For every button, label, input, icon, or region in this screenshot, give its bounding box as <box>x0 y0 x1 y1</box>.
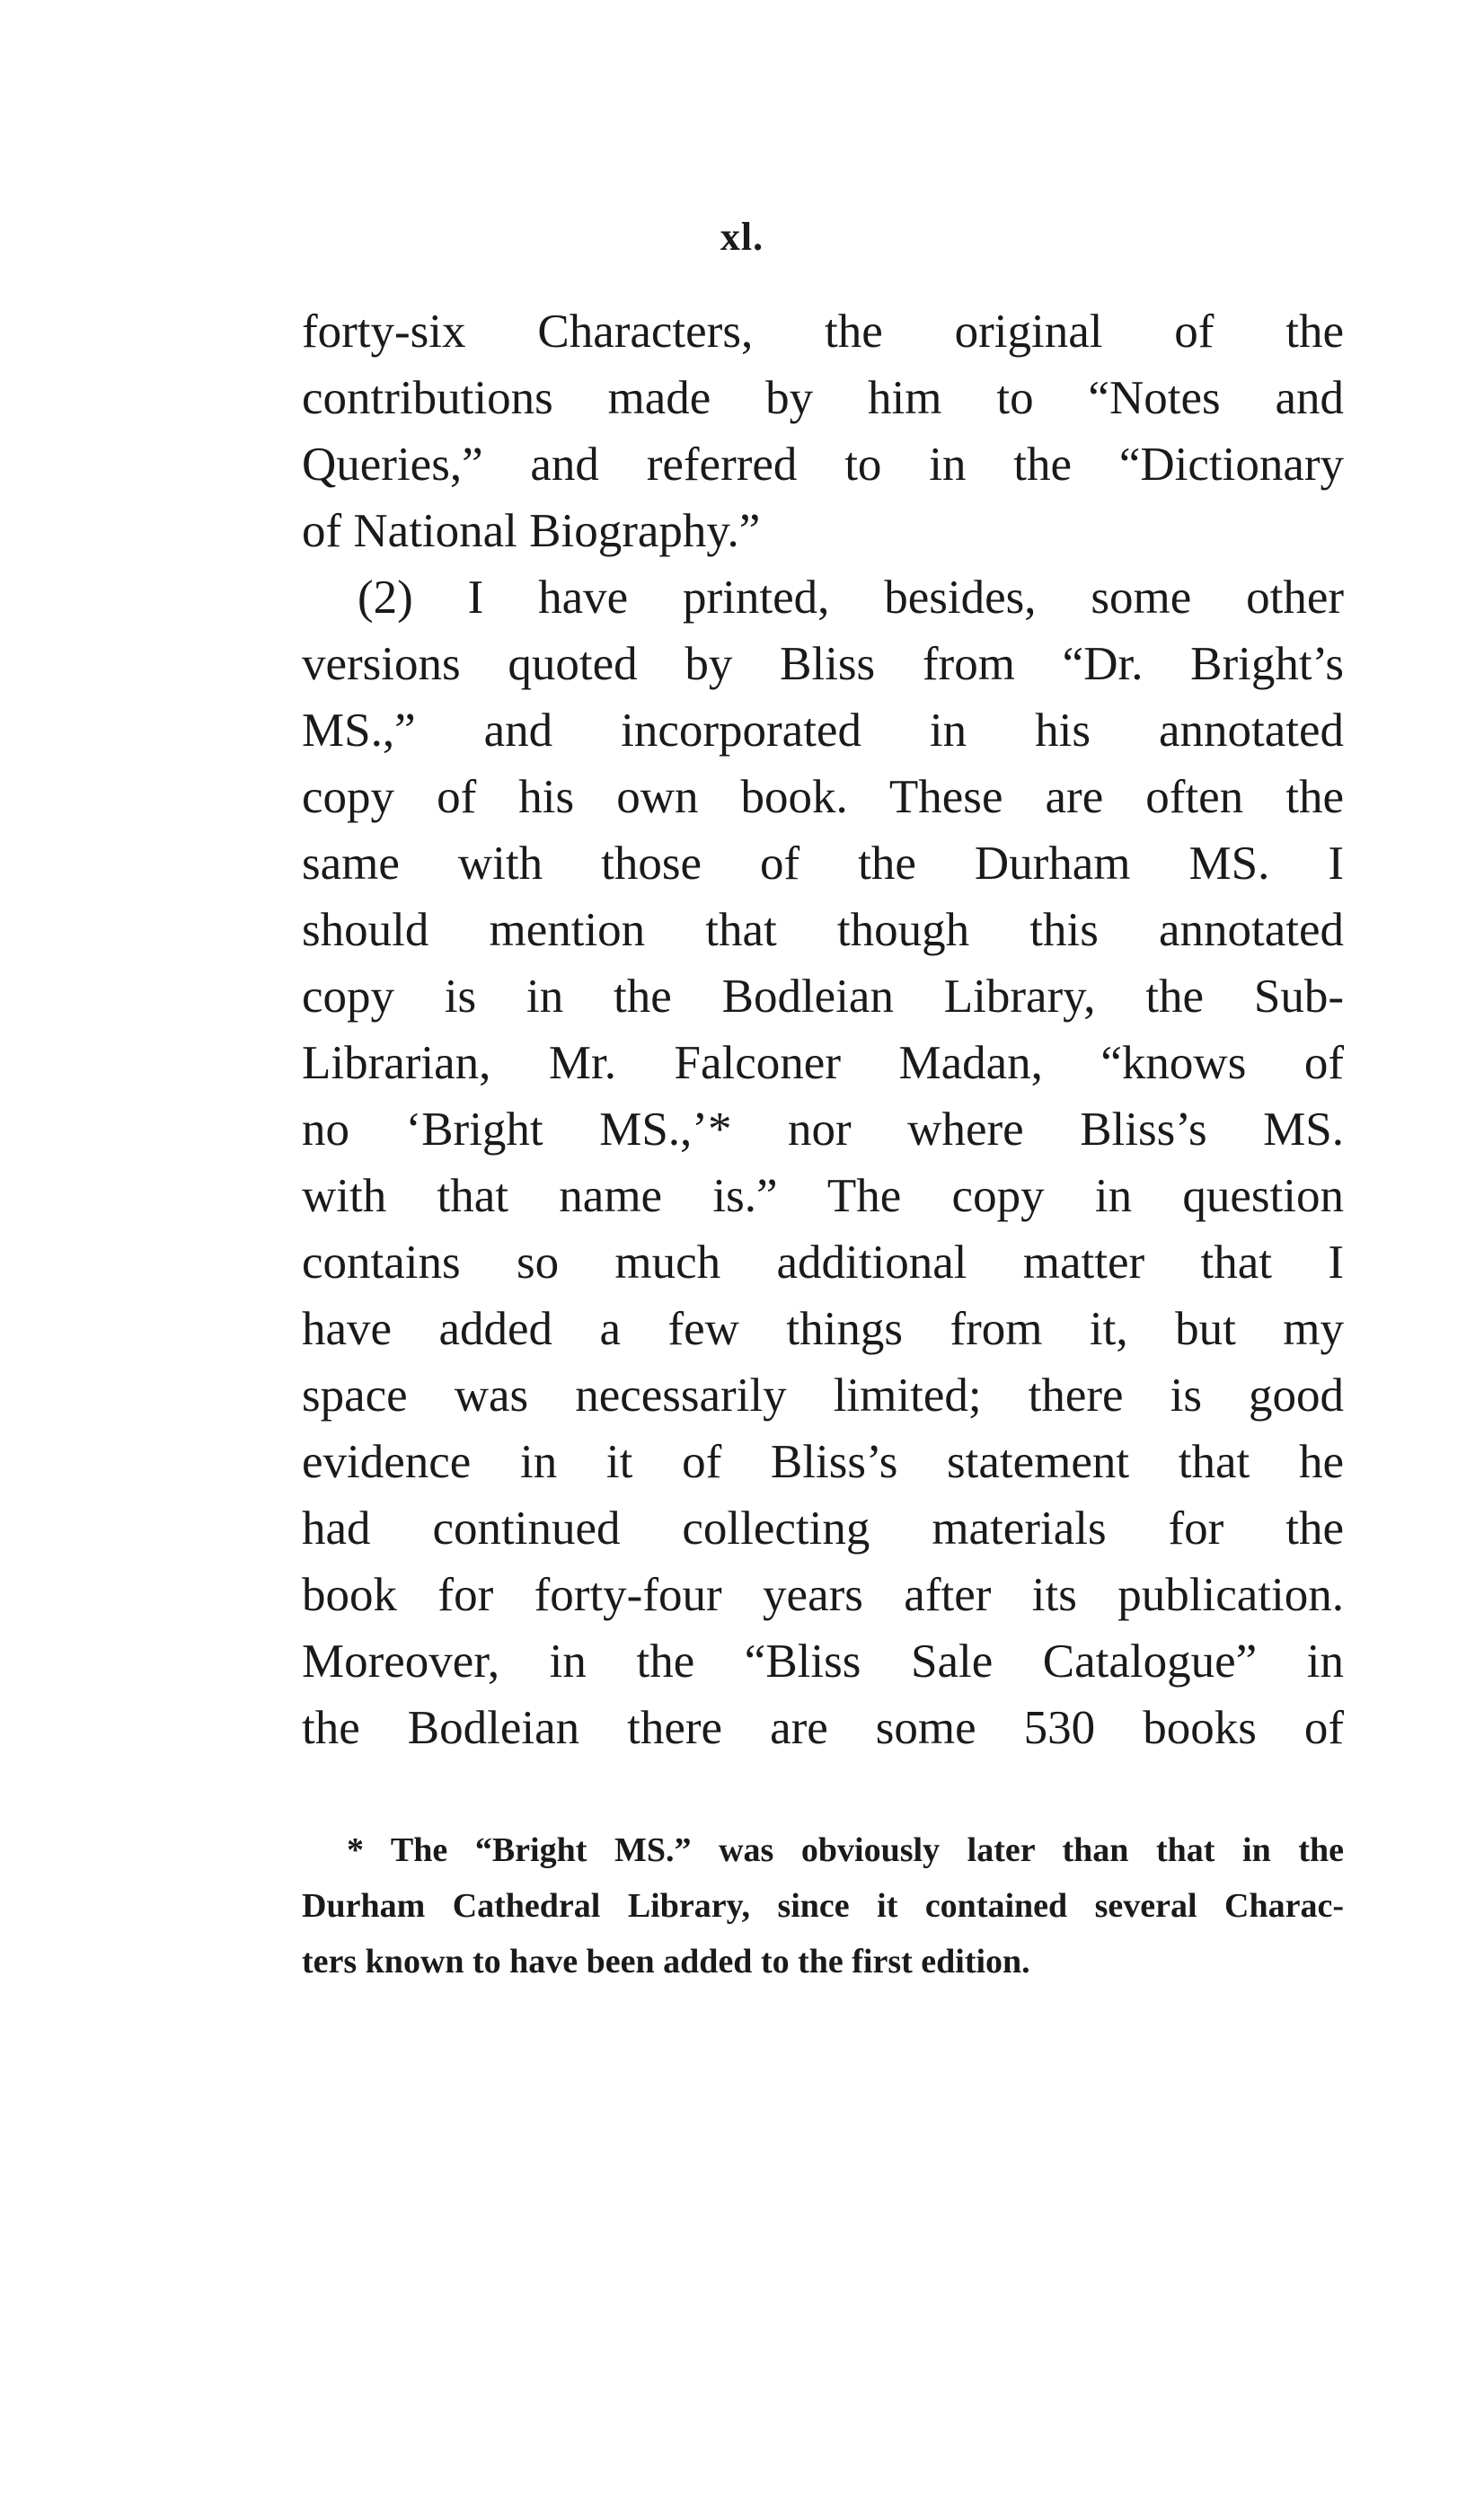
body-text <box>302 298 1344 1761</box>
body-line: no ‘Bright MS.,’* nor where Bliss’s MS. <box>302 1103 1344 1156</box>
body-line: contains so much additional matter that I <box>302 1236 1344 1289</box>
footnote-line: * The “Bright MS.” was obviously later than that in the <box>347 1831 1344 1869</box>
body-line: should mention that though this annotated <box>302 904 1344 956</box>
page-number: xl. <box>720 215 764 259</box>
body-line: (2) I have printed, besides, some other <box>358 572 1344 624</box>
footnote-line: ters known to have been added to the first edition. <box>302 1943 1030 1981</box>
body-line: had continued collecting materials for the <box>302 1502 1344 1555</box>
body-line: copy of his own book. These are often the <box>302 771 1344 823</box>
body-line: MS.,” and incorporated in his annotated <box>302 705 1344 757</box>
body-line: space was necessarily limited; there is good <box>302 1369 1344 1422</box>
footnote-line: Durham Cathedral Library, since it contained several Charac- <box>302 1887 1344 1925</box>
body-line: evidence in it of Bliss’s statement that he <box>302 1436 1344 1488</box>
body-line: Librarian, Mr. Falconer Madan, “knows of <box>302 1037 1344 1089</box>
body-line: of National Biography.” <box>302 505 761 557</box>
body-line: book for forty-four years after its publication. <box>302 1569 1344 1621</box>
body-line: the Bodleian there are some 530 books of <box>302 1702 1344 1754</box>
body-line: copy is in the Bodleian Library, the Sub- <box>302 970 1344 1023</box>
body-line: same with those of the Durham MS. I <box>302 837 1344 890</box>
body-line: contributions made by him to “Notes and <box>302 372 1344 424</box>
footnote <box>302 1822 1344 1990</box>
body-line: versions quoted by Bliss from “Dr. Bright’s <box>302 638 1344 690</box>
body-line: forty-six Characters, the original of the <box>302 306 1344 358</box>
body-line: with that name is.” The copy in question <box>302 1170 1344 1222</box>
body-line: Queries,” and referred to in the “Dictionary <box>302 439 1344 491</box>
body-line: Moreover, in the “Bliss Sale Catalogue” in <box>302 1635 1344 1688</box>
body-line: have added a few things from it, but my <box>302 1303 1344 1355</box>
